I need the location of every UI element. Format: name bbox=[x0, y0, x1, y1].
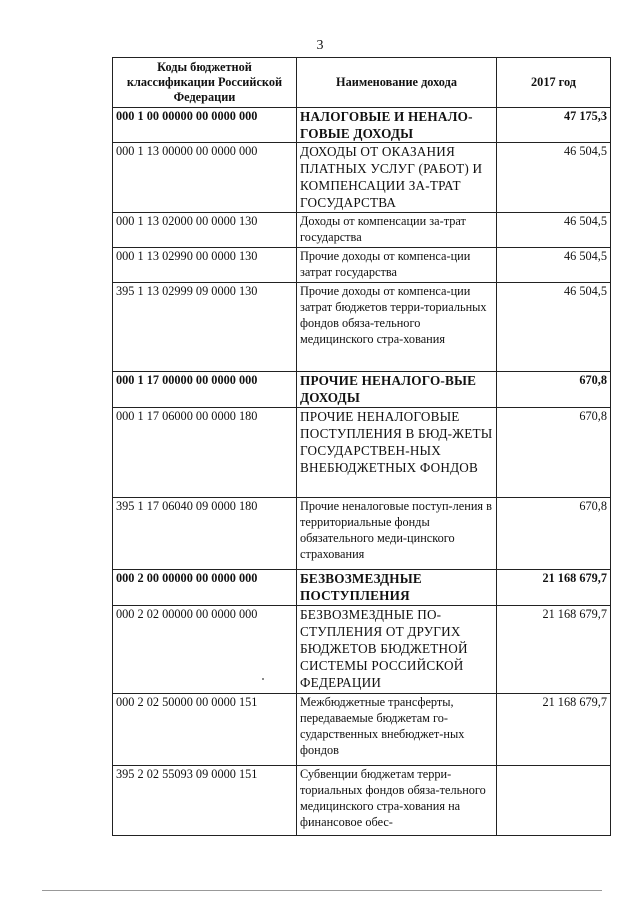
table-row bbox=[113, 570, 611, 606]
row-amount: 46 504,5 bbox=[497, 248, 611, 283]
row-code: 395 1 13 02999 09 0000 130 bbox=[113, 283, 297, 372]
row-name: ПРОЧИЕ НЕНАЛОГОВЫЕ ПОСТУПЛЕНИЯ В БЮД-ЖЕТЫ ГОСУДАРСТВЕН-НЫХ ВНЕБЮДЖЕТНЫХ ФОНДОВ bbox=[297, 408, 497, 498]
table-row bbox=[113, 766, 611, 836]
row-name: Прочие доходы от компенса-ции затрат бюджетов терри-ториальных фондов обяза-тельного медицинского стра-хования bbox=[297, 283, 497, 372]
row-amount: 46 504,5 bbox=[497, 213, 611, 248]
row-name: НАЛОГОВЫЕ И НЕНАЛО-ГОВЫЕ ДОХОДЫ bbox=[297, 108, 497, 143]
row-name: БЕЗВОЗМЕЗДНЫЕ ПОСТУПЛЕНИЯ bbox=[297, 570, 497, 606]
table-header-row bbox=[113, 58, 611, 108]
row-name: ПРОЧИЕ НЕНАЛОГО-ВЫЕ ДОХОДЫ bbox=[297, 372, 497, 408]
row-name: Межбюджетные трансферты, передаваемые бюджетам го-сударственных внебюджет-ных фондов bbox=[297, 694, 497, 766]
row-name: Прочие доходы от компенса-ции затрат государства bbox=[297, 248, 497, 283]
table-row bbox=[113, 283, 611, 372]
table-row bbox=[113, 606, 611, 694]
row-name: ДОХОДЫ ОТ ОКАЗАНИЯ ПЛАТНЫХ УСЛУГ (РАБОТ) И КОМПЕНСАЦИИ ЗА-ТРАТ ГОСУДАРСТВА bbox=[297, 143, 497, 213]
row-code: 000 1 17 06000 00 0000 180 bbox=[113, 408, 297, 498]
row-amount: 670,8 bbox=[497, 408, 611, 498]
row-amount: 670,8 bbox=[497, 498, 611, 570]
row-amount: 21 168 679,7 bbox=[497, 606, 611, 694]
row-amount: 47 175,3 bbox=[497, 108, 611, 143]
row-amount: 46 504,5 bbox=[497, 143, 611, 213]
header-name: Наименование дохода bbox=[297, 58, 497, 108]
row-name: Доходы от компенсации за-трат государства bbox=[297, 213, 497, 248]
row-code: 000 1 13 02000 00 0000 130 bbox=[113, 213, 297, 248]
row-name: БЕЗВОЗМЕЗДНЫЕ ПО-СТУПЛЕНИЯ ОТ ДРУГИХ БЮДЖЕТОВ БЮДЖЕТНОЙ СИСТЕМЫ РОССИЙСКОЙ ФЕДЕРАЦИИ bbox=[297, 606, 497, 694]
header-code: Коды бюджетной классификации Российской Федерации bbox=[113, 58, 297, 108]
row-amount: 46 504,5 bbox=[497, 283, 611, 372]
budget-revenue-table bbox=[112, 57, 611, 836]
table-row bbox=[113, 248, 611, 283]
page-bottom-rule bbox=[42, 890, 602, 891]
row-amount bbox=[497, 766, 611, 836]
row-code: 000 1 13 02990 00 0000 130 bbox=[113, 248, 297, 283]
row-code: 000 2 02 50000 00 0000 151 bbox=[113, 694, 297, 766]
row-code: 000 2 02 00000 00 0000 000 bbox=[113, 606, 297, 694]
table-row bbox=[113, 213, 611, 248]
row-code: 395 1 17 06040 09 0000 180 bbox=[113, 498, 297, 570]
row-amount: 21 168 679,7 bbox=[497, 570, 611, 606]
row-code: 000 1 13 00000 00 0000 000 bbox=[113, 143, 297, 213]
scan-speck bbox=[262, 678, 264, 680]
table-row bbox=[113, 498, 611, 570]
table-row bbox=[113, 694, 611, 766]
table-row bbox=[113, 372, 611, 408]
row-code: 000 2 00 00000 00 0000 000 bbox=[113, 570, 297, 606]
page-number: 3 bbox=[316, 38, 324, 53]
header-year: 2017 год bbox=[497, 58, 611, 108]
table-row bbox=[113, 408, 611, 498]
table-row bbox=[113, 143, 611, 213]
row-name: Прочие неналоговые поступ-ления в территориальные фонды обязательного меди-цинского страхования bbox=[297, 498, 497, 570]
row-code: 000 1 00 00000 00 0000 000 bbox=[113, 108, 297, 143]
row-amount: 670,8 bbox=[497, 372, 611, 408]
table-row bbox=[113, 108, 611, 143]
row-code: 000 1 17 00000 00 0000 000 bbox=[113, 372, 297, 408]
row-name: Субвенции бюджетам терри-ториальных фондов обяза-тельного медицинского стра-хования на финансовое обес- bbox=[297, 766, 497, 836]
row-amount: 21 168 679,7 bbox=[497, 694, 611, 766]
row-code: 395 2 02 55093 09 0000 151 bbox=[113, 766, 297, 836]
